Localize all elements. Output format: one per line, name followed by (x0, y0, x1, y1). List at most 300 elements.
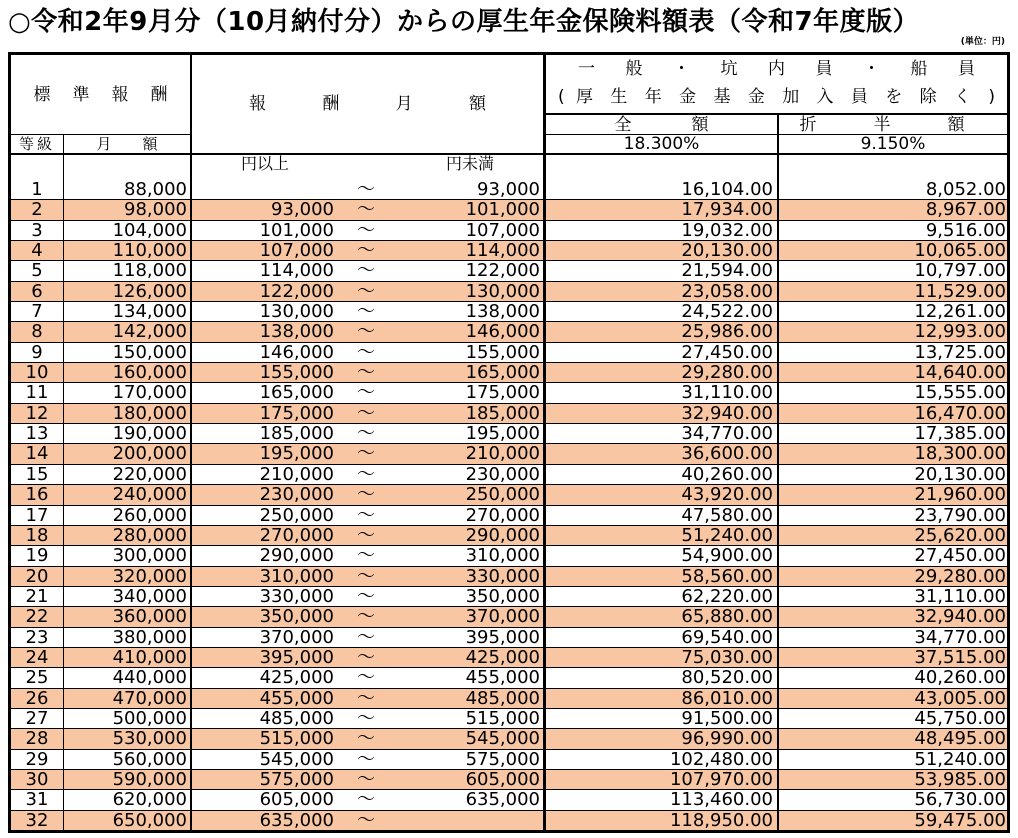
grade-cell: 30 (11, 770, 64, 789)
table-row (11, 465, 1007, 485)
range-lower-value: 310,000 (259, 566, 334, 586)
blank-cell (546, 155, 779, 180)
standard-monthly-amount-cell: 280,000 (64, 526, 192, 545)
full-amount-cell: 25,986.00 (546, 322, 779, 341)
full-amount-cell: 27,450.00 (546, 343, 779, 362)
table-row (11, 221, 1007, 241)
half-amount-cell: 10,065.00 (914, 241, 1006, 261)
table-row (11, 343, 1007, 363)
half-amount-cell: 14,640.00 (914, 363, 1006, 383)
standard-monthly-amount-cell: 160,000 (64, 363, 192, 382)
range-upper-value: 122,000 (465, 261, 540, 281)
remuneration-range-cell (192, 689, 546, 708)
full-amount-cell: 62,220.00 (546, 587, 779, 606)
range-lower-value: 107,000 (259, 241, 334, 261)
range-lower-value: 138,000 (259, 322, 334, 342)
range-upper-value: 107,000 (465, 220, 540, 241)
remuneration-range-cell (192, 221, 546, 240)
table-row (11, 506, 1007, 526)
half-amount-cell: 37,515.00 (914, 647, 1006, 668)
table-row (11, 261, 1007, 281)
range-separator: ～ (357, 464, 375, 485)
full-amount-cell: 40,260.00 (546, 465, 779, 484)
table-row (11, 587, 1007, 607)
header-category-line2-label: ( 厚 生 年 金 基 金 加 入 員 を 除 く ) (558, 87, 995, 107)
header-category-line1-label: 一 般 ・ 坑 内 員 ・ 船 員 (578, 59, 975, 79)
range-upper-value: 290,000 (465, 525, 540, 546)
table-row (11, 770, 1007, 790)
standard-monthly-amount-cell: 110,000 (64, 241, 192, 260)
full-amount-cell: 80,520.00 (546, 668, 779, 687)
range-separator: ～ (357, 769, 375, 790)
half-amount-cell: 16,470.00 (914, 403, 1006, 424)
header-category-line1 (546, 56, 1007, 82)
remuneration-range-cell (192, 506, 546, 525)
grade-cell: 19 (11, 546, 64, 565)
table-row (11, 444, 1007, 464)
remuneration-range-cell (192, 363, 546, 382)
full-amount-cell: 107,970.00 (546, 770, 779, 789)
remuneration-range-cell (192, 383, 546, 402)
half-amount-cell: 53,985.00 (914, 769, 1006, 790)
range-label-row (11, 155, 1007, 180)
range-upper-value: 93,000 (477, 180, 540, 200)
standard-monthly-amount-cell: 220,000 (64, 465, 192, 484)
half-amount-cell: 23,790.00 (914, 505, 1006, 525)
remuneration-range-cell (192, 750, 546, 769)
range-lower-value: 330,000 (259, 586, 334, 607)
range-separator: ～ (357, 586, 375, 607)
half-amount-cell: 8,052.00 (925, 180, 1006, 200)
table-row (11, 383, 1007, 403)
range-lower-value: 185,000 (259, 424, 334, 444)
remuneration-range-cell (192, 587, 546, 606)
half-amount-cell: 59,475.00 (914, 810, 1006, 830)
remuneration-range-cell (192, 241, 546, 260)
range-upper-value: 425,000 (465, 647, 540, 668)
range-lower-value: 270,000 (259, 525, 334, 546)
remuneration-range-cell (192, 607, 546, 626)
standard-monthly-amount-cell: 470,000 (64, 689, 192, 708)
table-row (11, 302, 1007, 322)
range-separator: ～ (357, 546, 375, 566)
remuneration-range-cell (192, 282, 546, 301)
grade-cell: 27 (11, 709, 64, 728)
full-amount-cell: 23,058.00 (546, 282, 779, 301)
range-separator: ～ (357, 444, 375, 464)
remuneration-range-cell (192, 200, 546, 219)
full-amount-cell: 118,950.00 (546, 811, 779, 830)
remuneration-range-cell (192, 546, 546, 565)
half-amount-cell: 43,005.00 (914, 688, 1006, 708)
range-upper-value: 195,000 (465, 424, 540, 444)
half-amount-cell: 45,750.00 (914, 708, 1006, 729)
table-row (11, 200, 1007, 220)
full-amount-cell: 69,540.00 (546, 628, 779, 647)
standard-monthly-amount-cell: 410,000 (64, 648, 192, 667)
half-amount-cell: 21,960.00 (914, 485, 1006, 505)
range-separator: ～ (357, 627, 375, 647)
grade-cell: 22 (11, 607, 64, 626)
range-separator: ～ (357, 749, 375, 769)
range-lower-value: 101,000 (259, 220, 334, 241)
remuneration-range-cell (192, 526, 546, 545)
range-lower-value: 290,000 (259, 546, 334, 566)
grade-cell: 29 (11, 750, 64, 769)
grade-cell: 14 (11, 444, 64, 463)
remuneration-range-cell (192, 444, 546, 463)
standard-monthly-amount-cell: 240,000 (64, 485, 192, 504)
half-amount-cell: 34,770.00 (914, 627, 1006, 647)
grade-cell: 9 (11, 343, 64, 362)
grade-cell: 4 (11, 241, 64, 260)
range-upper-value: 370,000 (465, 607, 540, 627)
range-upper-value: 330,000 (465, 566, 540, 586)
standard-monthly-amount-cell: 180,000 (64, 404, 192, 423)
range-lower-value: 605,000 (259, 790, 334, 810)
standard-monthly-amount-cell: 500,000 (64, 709, 192, 728)
range-lower-value: 370,000 (259, 627, 334, 647)
standard-monthly-amount-cell: 142,000 (64, 322, 192, 341)
half-amount-cell: 15,555.00 (914, 383, 1006, 403)
remuneration-range-cell (192, 343, 546, 362)
range-separator: ～ (357, 485, 375, 505)
range-lower-value: 485,000 (259, 708, 334, 729)
full-amount-cell: 34,770.00 (546, 424, 779, 443)
full-amount-cell: 51,240.00 (546, 526, 779, 545)
standard-monthly-amount-cell: 650,000 (64, 811, 192, 830)
range-lower-value: 515,000 (259, 729, 334, 749)
range-separator: ～ (357, 281, 375, 302)
range-upper-value: 165,000 (465, 363, 540, 383)
grade-cell: 20 (11, 567, 64, 586)
grade-cell: 3 (11, 221, 64, 240)
range-upper-value: 605,000 (465, 769, 540, 790)
half-amount-cell: 29,280.00 (914, 566, 1006, 586)
full-amount-cell: 65,880.00 (546, 607, 779, 626)
standard-monthly-amount-cell: 200,000 (64, 444, 192, 463)
grade-cell: 10 (11, 363, 64, 382)
range-upper-value: 515,000 (465, 708, 540, 729)
half-amount-cell: 25,620.00 (914, 525, 1006, 546)
range-upper-value: 210,000 (465, 444, 540, 464)
grade-cell: 8 (11, 322, 64, 341)
remuneration-range-cell (192, 180, 546, 199)
range-upper-value: 130,000 (465, 281, 540, 302)
blank-cell (11, 155, 64, 180)
full-amount-cell: 47,580.00 (546, 506, 779, 525)
table-header (11, 55, 1007, 155)
range-upper-value: 350,000 (465, 586, 540, 607)
range-upper-value: 395,000 (465, 627, 540, 647)
remuneration-range-cell (192, 261, 546, 280)
grade-cell: 13 (11, 424, 64, 443)
full-amount-cell: 96,990.00 (546, 729, 779, 748)
half-amount-cell: 13,725.00 (914, 342, 1006, 363)
full-amount-cell: 17,934.00 (546, 200, 779, 219)
standard-monthly-amount-cell: 380,000 (64, 628, 192, 647)
table-row (11, 526, 1007, 546)
half-amount-cell: 12,993.00 (914, 322, 1006, 342)
range-upper-value: 575,000 (465, 749, 540, 769)
standard-monthly-amount-cell: 530,000 (64, 729, 192, 748)
remuneration-range-cell (192, 485, 546, 504)
range-separator: ～ (357, 342, 375, 363)
unit-label: (単位：円) (960, 37, 1005, 47)
standard-monthly-amount-cell: 150,000 (64, 343, 192, 362)
range-lower-value: 195,000 (259, 444, 334, 464)
half-amount-cell: 9,516.00 (925, 220, 1006, 241)
remuneration-range-cell (192, 322, 546, 341)
range-upper-value: 250,000 (465, 485, 540, 505)
range-lower-value: 425,000 (259, 668, 334, 688)
half-amount-cell: 12,261.00 (914, 302, 1006, 322)
range-lower-value: 395,000 (259, 647, 334, 668)
half-amount-cell: 31,110.00 (914, 586, 1006, 607)
blank-cell (64, 155, 192, 180)
remuneration-range-cell (192, 404, 546, 423)
table-body (11, 180, 1007, 830)
standard-monthly-amount-cell: 170,000 (64, 383, 192, 402)
range-separator: ～ (357, 708, 375, 729)
range-lower-value: 165,000 (259, 383, 334, 403)
half-amount-cell: 17,385.00 (914, 424, 1006, 444)
range-lower-value: 146,000 (259, 342, 334, 363)
range-separator: ～ (357, 403, 375, 424)
half-amount-cell: 10,797.00 (914, 261, 1006, 281)
remuneration-range-cell (192, 729, 546, 748)
grade-cell: 21 (11, 587, 64, 606)
full-amount-cell: 16,104.00 (546, 180, 779, 199)
grade-cell: 25 (11, 668, 64, 687)
table-row (11, 485, 1007, 505)
full-amount-cell: 29,280.00 (546, 363, 779, 382)
remuneration-range-cell (192, 628, 546, 647)
range-lower-value: 210,000 (259, 464, 334, 485)
grade-cell: 11 (11, 383, 64, 402)
range-lower-value: 93,000 (271, 200, 334, 220)
range-upper-value: 310,000 (465, 546, 540, 566)
range-separator: ～ (357, 647, 375, 668)
range-separator: ～ (357, 525, 375, 546)
range-lower-value: 575,000 (259, 769, 334, 790)
range-separator: ～ (357, 688, 375, 708)
range-upper-value: 270,000 (465, 505, 540, 525)
range-upper-value: 101,000 (465, 200, 540, 220)
range-upper-value: 155,000 (465, 342, 540, 363)
page-title: ○令和2年9月分（10月納付分）からの厚生年金保険料額表（令和7年度版） (8, 7, 920, 37)
range-lower-value: 114,000 (259, 261, 334, 281)
table-row (11, 424, 1007, 444)
range-separator: ～ (357, 302, 375, 322)
range-lower-value: 250,000 (259, 505, 334, 525)
remuneration-range-cell (192, 302, 546, 321)
header-standard-remuneration-label: 標 準 報 酬 (33, 84, 168, 105)
table-row (11, 729, 1007, 749)
standard-monthly-amount-cell: 98,000 (64, 200, 192, 219)
blank-cell (779, 155, 1007, 180)
standard-monthly-amount-cell: 620,000 (64, 790, 192, 809)
grade-cell: 18 (11, 526, 64, 545)
header-remuneration-range-label: 報 酬 月 額 (249, 94, 486, 114)
remuneration-range-cell (192, 811, 546, 830)
grade-cell: 5 (11, 261, 64, 280)
range-separator: ～ (357, 261, 375, 281)
half-amount-cell: 11,529.00 (914, 281, 1006, 302)
table-row (11, 709, 1007, 729)
premium-table (8, 52, 1010, 833)
full-amount-cell: 113,460.00 (546, 790, 779, 809)
half-amount-cell: 18,300.00 (914, 444, 1006, 464)
range-upper-value: 230,000 (465, 464, 540, 485)
range-upper-value: 138,000 (465, 302, 540, 322)
table-row (11, 567, 1007, 587)
grade-cell: 26 (11, 689, 64, 708)
range-upper-value: 114,000 (465, 241, 540, 261)
standard-monthly-amount-cell: 104,000 (64, 221, 192, 240)
range-separator: ～ (357, 668, 375, 688)
full-amount-cell: 75,030.00 (546, 648, 779, 667)
full-amount-cell: 32,940.00 (546, 404, 779, 423)
full-amount-cell: 19,032.00 (546, 221, 779, 240)
range-separator: ～ (357, 424, 375, 444)
standard-monthly-amount-cell: 340,000 (64, 587, 192, 606)
range-separator: ～ (357, 241, 375, 261)
header-remuneration-range (192, 55, 546, 153)
grade-cell: 7 (11, 302, 64, 321)
range-lower-value: 455,000 (259, 688, 334, 708)
grade-cell: 17 (11, 506, 64, 525)
range-lower-value: 175,000 (259, 403, 334, 424)
range-separator: ～ (357, 790, 375, 810)
half-amount-cell: 27,450.00 (914, 546, 1006, 566)
header-monthly-amount-label: 月 額 (96, 135, 158, 153)
table-row (11, 363, 1007, 383)
range-lower-value: 545,000 (259, 749, 334, 769)
standard-monthly-amount-cell: 260,000 (64, 506, 192, 525)
header-full-amount-label: 全 額 (614, 115, 709, 135)
lower-bound-label: 円以上 (240, 155, 289, 173)
half-amount-cell: 40,260.00 (914, 668, 1006, 688)
table-row (11, 546, 1007, 566)
grade-cell: 28 (11, 729, 64, 748)
remuneration-range-cell (192, 770, 546, 789)
full-amount-cell: 36,600.00 (546, 444, 779, 463)
standard-monthly-amount-cell: 360,000 (64, 607, 192, 626)
range-separator: ～ (357, 383, 375, 403)
range-separator: ～ (357, 220, 375, 241)
standard-monthly-amount-cell: 300,000 (64, 546, 192, 565)
grade-cell: 6 (11, 282, 64, 301)
range-separator: ～ (357, 200, 375, 220)
standard-monthly-amount-cell: 134,000 (64, 302, 192, 321)
range-upper-value: 146,000 (465, 322, 540, 342)
standard-monthly-amount-cell: 118,000 (64, 261, 192, 280)
full-amount-cell: 91,500.00 (546, 709, 779, 728)
range-upper-value: 455,000 (465, 668, 540, 688)
header-half-amount (779, 115, 1007, 135)
header-full-amount (546, 115, 779, 135)
full-amount-cell: 31,110.00 (546, 383, 779, 402)
half-amount-cell: 20,130.00 (914, 464, 1006, 485)
remuneration-range-cell (192, 790, 546, 809)
half-amount-cell: 8,967.00 (925, 200, 1006, 220)
header-standard-remuneration (11, 55, 192, 135)
table-row (11, 689, 1007, 709)
full-amount-cell: 58,560.00 (546, 567, 779, 586)
full-amount-cell: 102,480.00 (546, 750, 779, 769)
standard-monthly-amount-cell: 590,000 (64, 770, 192, 789)
table-row (11, 790, 1007, 810)
range-upper-value: 545,000 (465, 729, 540, 749)
standard-monthly-amount-cell: 320,000 (64, 567, 192, 586)
grade-cell: 23 (11, 628, 64, 647)
header-monthly-amount (64, 135, 192, 153)
remuneration-range-cell (192, 648, 546, 667)
remuneration-range-cell (192, 668, 546, 687)
standard-monthly-amount-cell: 126,000 (64, 282, 192, 301)
range-upper-value: 635,000 (465, 790, 540, 810)
range-upper-value: 175,000 (465, 383, 540, 403)
grade-cell: 2 (11, 200, 64, 219)
range-lower-value: 635,000 (259, 810, 334, 830)
range-separator: ～ (357, 322, 375, 342)
remuneration-range-cell (192, 465, 546, 484)
grade-cell: 24 (11, 648, 64, 667)
table-row (11, 404, 1007, 424)
standard-monthly-amount-cell: 190,000 (64, 424, 192, 443)
full-amount-cell: 24,522.00 (546, 302, 779, 321)
standard-monthly-amount-cell: 560,000 (64, 750, 192, 769)
table-row (11, 180, 1007, 200)
table-row (11, 648, 1007, 668)
range-lower-value: 130,000 (259, 302, 334, 322)
half-amount-cell: 32,940.00 (914, 607, 1006, 627)
table-row (11, 322, 1007, 342)
range-separator: ～ (357, 607, 375, 627)
standard-monthly-amount-cell: 88,000 (64, 180, 192, 199)
grade-cell: 1 (11, 180, 64, 199)
grade-cell: 32 (11, 811, 64, 830)
range-separator: ～ (357, 729, 375, 749)
remuneration-range-cell (192, 709, 546, 728)
half-amount-cell: 48,495.00 (914, 729, 1006, 749)
range-separator: ～ (357, 363, 375, 383)
table-row (11, 668, 1007, 688)
range-lower-value: 155,000 (259, 363, 334, 383)
table-row (11, 282, 1007, 302)
header-insured-category (546, 55, 1007, 115)
full-amount-cell: 21,594.00 (546, 261, 779, 280)
grade-cell: 16 (11, 485, 64, 504)
range-separator: ～ (357, 810, 375, 830)
header-category-line2 (546, 84, 1007, 110)
table-row (11, 811, 1007, 830)
range-upper-value (397, 811, 543, 830)
table-row (11, 750, 1007, 770)
table-row (11, 241, 1007, 261)
half-rate: 9.150% (860, 135, 926, 153)
range-label-cell (192, 155, 546, 180)
full-amount-cell: 20,130.00 (546, 241, 779, 260)
remuneration-range-cell (192, 424, 546, 443)
standard-monthly-amount-cell: 440,000 (64, 668, 192, 687)
upper-bound-label: 円未満 (445, 155, 494, 173)
range-upper-value: 485,000 (465, 688, 540, 708)
grade-cell: 31 (11, 790, 64, 809)
full-amount-cell: 43,920.00 (546, 485, 779, 504)
table-row (11, 628, 1007, 648)
